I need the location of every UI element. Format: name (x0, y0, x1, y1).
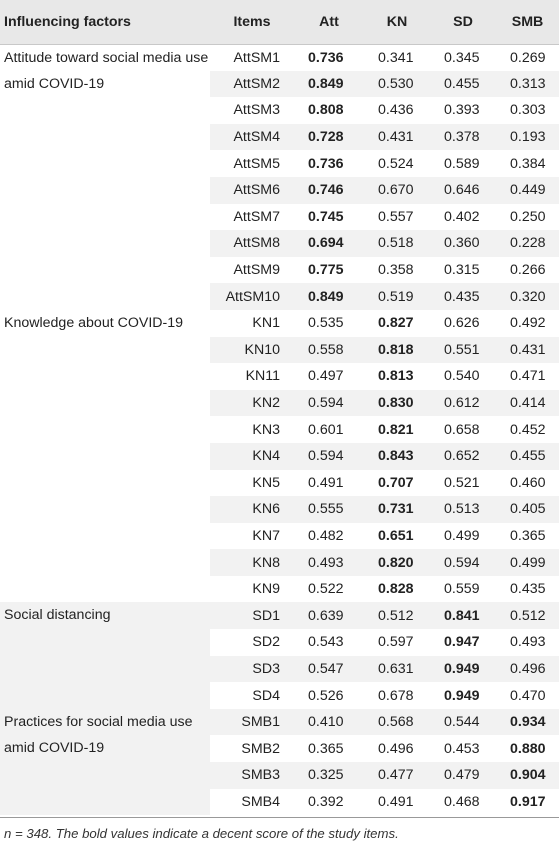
loading-value: 0.612 (444, 395, 480, 412)
loading-value: 0.652 (444, 448, 480, 465)
loading-value: 0.513 (444, 501, 480, 518)
loading-value: 0.904 (510, 767, 546, 784)
item-code: KN9 (252, 581, 280, 598)
item-code: AttSM2 (233, 75, 280, 92)
header-influencing-factors: Influencing factors (0, 0, 210, 44)
loading-value: 0.601 (308, 421, 344, 438)
loading-value: 0.530 (378, 75, 414, 92)
loading-value: 0.493 (308, 554, 344, 571)
loading-value: 0.496 (510, 660, 546, 677)
loading-value: 0.303 (510, 102, 546, 119)
loading-value: 0.519 (378, 288, 414, 305)
loading-value: 0.325 (308, 767, 344, 784)
loading-value: 0.544 (444, 714, 480, 731)
loading-value: 0.540 (444, 368, 480, 385)
loading-value: 0.405 (510, 501, 546, 518)
table-row (0, 709, 559, 736)
loading-value: 0.949 (444, 687, 480, 704)
loading-value: 0.455 (510, 448, 546, 465)
loading-value: 0.499 (510, 554, 546, 571)
item-code: SMB4 (241, 793, 280, 810)
loading-value: 0.518 (378, 235, 414, 252)
loading-value: 0.269 (510, 49, 546, 66)
item-code: AttSM7 (233, 208, 280, 225)
loading-value: 0.813 (378, 368, 414, 385)
loading-value: 0.597 (378, 634, 414, 651)
table-row (0, 602, 559, 629)
loading-value: 0.360 (444, 235, 480, 252)
item-code: AttSM3 (233, 102, 280, 119)
loading-value: 0.266 (510, 262, 546, 279)
loading-value: 0.557 (378, 208, 414, 225)
header-items: Items (210, 0, 294, 44)
loading-value: 0.365 (510, 527, 546, 544)
loading-value: 0.547 (308, 660, 344, 677)
item-code: SMB1 (241, 714, 280, 731)
item-code: AttSM10 (225, 288, 280, 305)
loading-value: 0.820 (378, 554, 414, 571)
item-code: KN11 (245, 368, 280, 385)
loading-value: 0.250 (510, 208, 546, 225)
header-row (0, 0, 559, 44)
loading-value: 0.827 (378, 315, 414, 332)
item-code: AttSM5 (233, 155, 280, 172)
loading-value: 0.731 (378, 501, 414, 518)
loading-value: 0.934 (510, 714, 546, 731)
item-code: SD1 (252, 607, 280, 624)
loading-value: 0.228 (510, 235, 546, 252)
loading-value: 0.594 (444, 554, 480, 571)
loading-value: 0.455 (444, 75, 480, 92)
item-code: KN5 (252, 474, 280, 491)
item-code: KN3 (252, 421, 280, 438)
loading-value: 0.551 (444, 341, 480, 358)
loading-value: 0.849 (308, 288, 344, 305)
factor-label: Practices for social media use amid COVID-19 (4, 713, 193, 757)
loading-value: 0.818 (378, 341, 414, 358)
loading-value: 0.477 (378, 767, 414, 784)
item-code: SD2 (252, 634, 280, 651)
loading-value: 0.639 (308, 607, 344, 624)
loading-value: 0.320 (510, 288, 546, 305)
loading-value: 0.496 (378, 740, 414, 757)
loading-value: 0.410 (308, 714, 344, 731)
loading-value: 0.431 (510, 341, 546, 358)
loading-value: 0.460 (510, 474, 546, 491)
loading-value: 0.491 (378, 793, 414, 810)
factor-label: Social distancing (4, 607, 111, 624)
loading-value: 0.414 (510, 395, 546, 412)
loading-value: 0.521 (444, 474, 480, 491)
loading-value: 0.435 (444, 288, 480, 305)
loading-value: 0.341 (378, 49, 414, 66)
loading-value: 0.736 (308, 155, 344, 172)
loading-value: 0.482 (308, 527, 344, 544)
loading-value: 0.808 (308, 102, 344, 119)
loading-value: 0.631 (378, 660, 414, 677)
header-sd: SD (430, 0, 496, 44)
loading-value: 0.558 (308, 341, 344, 358)
loading-value: 0.849 (308, 75, 344, 92)
table-row (0, 310, 559, 337)
loading-value: 0.626 (444, 315, 480, 332)
loading-value: 0.470 (510, 687, 546, 704)
loading-value: 0.646 (444, 182, 480, 199)
loading-value: 0.880 (510, 740, 546, 757)
loading-value: 0.694 (308, 235, 344, 252)
loading-value: 0.828 (378, 581, 414, 598)
header-kn: KN (364, 0, 430, 44)
loading-value: 0.313 (510, 75, 546, 92)
header-smb: SMB (496, 0, 559, 44)
loading-value: 0.452 (510, 421, 546, 438)
loading-value: 0.535 (308, 315, 344, 332)
item-code: KN2 (252, 395, 280, 412)
item-code: AttSM9 (233, 262, 280, 279)
loading-value: 0.471 (510, 368, 546, 385)
loading-value: 0.775 (308, 262, 344, 279)
loading-value: 0.594 (308, 395, 344, 412)
loading-value: 0.393 (444, 102, 480, 119)
loading-value: 0.843 (378, 448, 414, 465)
loading-value: 0.453 (444, 740, 480, 757)
loading-value: 0.345 (444, 49, 480, 66)
loading-value: 0.479 (444, 767, 480, 784)
loading-value: 0.589 (444, 155, 480, 172)
loading-value: 0.830 (378, 395, 414, 412)
table-footnote: n = 348. The bold values indicate a decent score of the study items. (0, 817, 559, 841)
item-code: AttSM4 (233, 129, 280, 146)
loading-value: 0.559 (444, 581, 480, 598)
loading-value: 0.522 (308, 581, 344, 598)
loading-value: 0.431 (378, 129, 414, 146)
loading-value: 0.736 (308, 49, 344, 66)
loading-value: 0.555 (308, 501, 344, 518)
item-code: SD4 (252, 687, 280, 704)
table-row (0, 44, 559, 71)
loading-value: 0.493 (510, 634, 546, 651)
factor-label: Attitude toward social media use amid COVID-19 (4, 49, 209, 93)
loading-value: 0.468 (444, 793, 480, 810)
item-code: KN1 (252, 315, 280, 332)
loading-value: 0.949 (444, 660, 480, 677)
loading-value: 0.499 (444, 527, 480, 544)
item-code: SMB2 (241, 740, 280, 757)
loading-value: 0.392 (308, 793, 344, 810)
loading-value: 0.841 (444, 607, 480, 624)
factor-label: Knowledge about COVID-19 (4, 314, 184, 331)
loading-value: 0.594 (308, 448, 344, 465)
loading-value: 0.917 (510, 793, 546, 810)
loading-value: 0.512 (378, 607, 414, 624)
loading-value: 0.543 (308, 634, 344, 651)
loading-value: 0.746 (308, 182, 344, 199)
loading-value: 0.449 (510, 182, 546, 199)
loading-value: 0.497 (308, 368, 344, 385)
loading-value: 0.358 (378, 262, 414, 279)
loading-value: 0.670 (378, 182, 414, 199)
loading-value: 0.378 (444, 129, 480, 146)
loading-value: 0.491 (308, 474, 344, 491)
item-code: KN7 (252, 527, 280, 544)
item-code: AttSM8 (233, 235, 280, 252)
loading-value: 0.365 (308, 740, 344, 757)
loading-value: 0.436 (378, 102, 414, 119)
loading-value: 0.384 (510, 155, 546, 172)
loading-value: 0.402 (444, 208, 480, 225)
loading-value: 0.728 (308, 129, 344, 146)
item-code: SD3 (252, 660, 280, 677)
loading-value: 0.526 (308, 687, 344, 704)
loading-value: 0.658 (444, 421, 480, 438)
item-code: AttSM6 (233, 182, 280, 199)
loading-value: 0.707 (378, 474, 414, 491)
loading-value: 0.568 (378, 714, 414, 731)
loading-value: 0.193 (510, 129, 546, 146)
loading-value: 0.492 (510, 315, 546, 332)
loading-value: 0.651 (378, 527, 414, 544)
item-code: SMB3 (241, 767, 280, 784)
loading-value: 0.435 (510, 581, 546, 598)
item-code: KN8 (252, 554, 280, 571)
loading-value: 0.745 (308, 208, 344, 225)
loading-value: 0.947 (444, 634, 480, 651)
loading-value: 0.821 (378, 421, 414, 438)
item-code: KN10 (244, 341, 280, 358)
header-att: Att (294, 0, 364, 44)
loading-value: 0.524 (378, 155, 414, 172)
loading-value: 0.315 (444, 262, 480, 279)
loading-value: 0.512 (510, 607, 546, 624)
table-body (0, 44, 559, 815)
item-code: KN6 (252, 501, 280, 518)
item-code: KN4 (252, 448, 280, 465)
item-code: AttSM1 (233, 49, 280, 66)
loading-value: 0.678 (378, 687, 414, 704)
